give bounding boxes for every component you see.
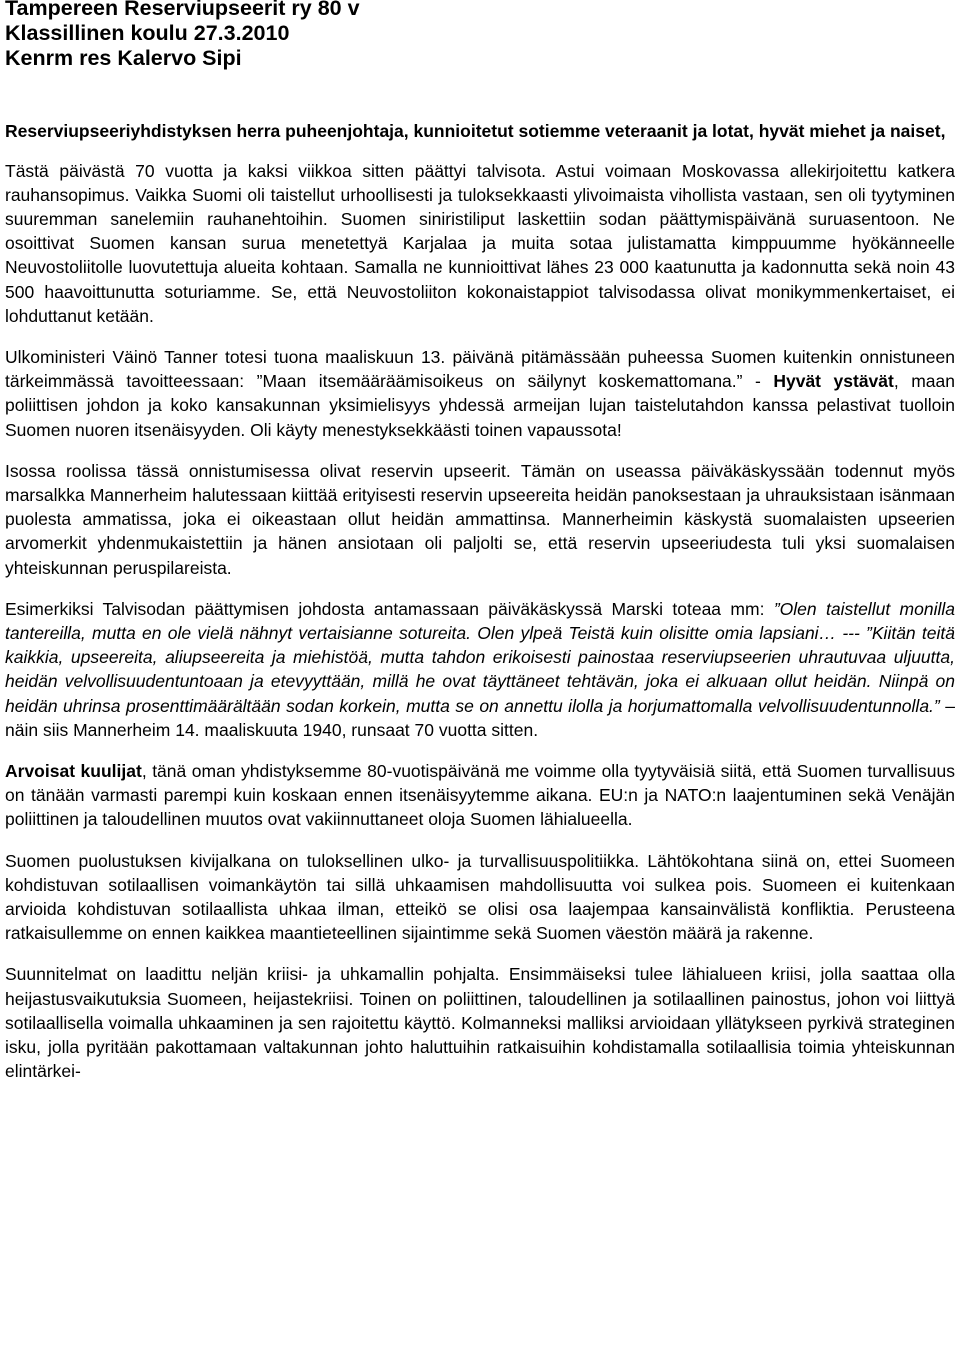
paragraph-2-text-a: Ulkoministeri Väinö Tanner totesi tuona maaliskuun 13. päivänä pitämässään puheessa Suomen kuitenkin onnistuneen tärkeimmässä tavoitteessaan: ”Maan itsemääräämisoikeus on säilynyt koskemattomana.” - — [5, 346, 955, 392]
paragraph-4-text-c: – näin siis Mannerheim 14. maaliskuuta 1940, runsaat 70 vuotta sitten. — [5, 695, 955, 740]
paragraph-2-bold: Hyvät ystävät — [773, 371, 894, 392]
document-page — [5, 0, 955, 1100]
title-organization: Tampereen Reserviupseerit ry 80 v — [5, 0, 360, 20]
paragraph-2 — [5, 345, 955, 442]
paragraph-3: Isossa roolissa tässä onnistumisessa olivat reservin upseerit. Tämän on useassa päiväkäskyssään todennut myös marsalkka Mannerheim halutessaan kiittää erityisesti reservin upseereita heidän panoksestaan ja uhrauksistaan isänmaan puolesta ammatissa, joka ei oikeastaan ollut heidän ammattinsa. Mannerheimin käskystä suomalaisten upseerien arvomerkit yhdenmukaistettiin ja hänen ansiotaan oli paljolti se, että reservin upseeriudesta tuli yksi suomalaisen yhteiskunnan peruspilareista. — [5, 460, 955, 578]
paragraph-5 — [5, 759, 955, 832]
paragraph-7: Suunnitelmat on laadittu neljän kriisi- ja uhkamallin pohjalta. Ensimmäiseksi tulee lähialueen kriisi, jolla saattaa olla heijastusvaikutuksia Suomeen, heijastekriisi. Toinen on poliittinen, taloudellinen ja sotilaallinen painostus, johon voi liittyä sotilaallisella voimalla uhkaaminen ja sen rajoitettu käyttö. Kolmanneksi malliksi arvioidaan yllätykseen pyrkivä strateginen isku, jolla pyritään pakottamaan valtakunnan johto haluttuihin ratkaisuihin kohdistamalla sotilaallisia toimia yhteiskunnan elintärkei- — [5, 964, 955, 1082]
paragraph-1: Tästä päivästä 70 vuotta ja kaksi viikkoa sitten päättyi talvisota. Astui voimaan Moskovassa allekirjoitettu katkera rauhansopimus. Vaikka Suomi oli taistellut urhoollisesti ja tuloksekkaasti ylivoimaista vihollista vastaan, sen oli tyytyminen suuremman sanelemiin rauhanehtoihin. Suomen siniristiliput laskettiin sodan päättymispäivänä suruasentoon. Ne osoittivat Suomen kansan surua menetettyä Karjalaa ja muita sotaa julistamatta kimppuumme hyökänneelle Neuvostoliitolle luovutettuja alueita kohtaan. Samalla ne kunnioittivat lähes 23 000 kaatunutta ja kadonnutta sekä noin 43 500 haavoittunutta soturiamme. Se, että Neuvostoliiton kokonaistappiot talvisodassa olivat monikymmenkertaiset, ei lohduttanut ketään. — [5, 160, 955, 326]
paragraph-6: Suomen puolustuksen kivijalkana on tuloksellinen ulko- ja turvallisuuspolitiikka. Lähtökohtana siinä on, ettei Suomeen kohdistuvan sotilaallisen voimankäytön tai sillä uhkaamisen mahdollisuutta voi sulkea pois. Suomeen ei kuitenkaan arvioida kohdistuvan sotilaallista uhkaa ilman, etteikö se olisi osa laajempaa kansainvälistä konfliktia. Perusteena ratkaisullemme on ennen kaikkea maantieteellinen sijaintimme sekä Suomen väestön määrä ja rakenne. — [5, 850, 955, 944]
paragraph-4-text-a: Esimerkiksi Talvisodan päättymisen johdosta antamassaan päiväkäskyssä Marski toteaa mm: — [5, 598, 774, 619]
title-venue-date: Klassillinen koulu 27.3.2010 — [5, 21, 290, 45]
paragraph-5-bold: Arvoisat kuulijat — [5, 760, 142, 781]
paragraph-2-text-c: , maan poliittisen johdon ja koko kansakunnan yksimielisyys yhdessä armeijan lujan taistelutahdon kanssa pelastivat tuolloin Suomen nuoren itsenäisyyden. Oli käyty menestyksekkäästi toinen vapaussota! — [5, 371, 955, 440]
paragraph-5-text: , tänä oman yhdistyksemme 80-vuotispäivänä me voimme olla tyytyväisiä siitä, että Suomen turvallisuus on tänään varmasti parempi kuin koskaan ennen itsenäisyytemme aikana. EU:n ja NATO:n laajentuminen sekä Venäjän poliittinen ja taloudellinen muutos ovat vakiinnuttaneet oloja Suomen lähialueella. — [5, 760, 955, 830]
paragraph-4 — [5, 597, 955, 742]
title-speaker: Kenrm res Kalervo Sipi — [5, 46, 242, 70]
salutation: Reserviupseeriyhdistyksen herra puheenjohtaja, kunnioitetut sotiemme veteraanit ja lotat, hyvät miehet ja naiset, — [5, 121, 946, 141]
paragraph-4-quote: ”Olen taistellut monilla tantereilla, mutta en ole vielä nähnyt vertaisianne sotureita. Olen ylpeä Teistä kuin olisitte omia lapsiani… --- ”Kiitän teitä kaikkia, upseereita, aliupseereita ja miehistöä, mutta tahdon erikoisesti painostaa reserviupseerien uhrautuvaa uljuutta, heidän velvollisuudentuntoaan ja etevyyttään, millä he ovat täyttäneet tehtävän, joka ei alkuaan ollut heidän. Niinpä on heidän uhrinsa prosenttimäärältään sodan korkein, mutta se on annettu ilolla ja horjumattomalla velvollisuudentunnolla.” — [5, 598, 955, 716]
